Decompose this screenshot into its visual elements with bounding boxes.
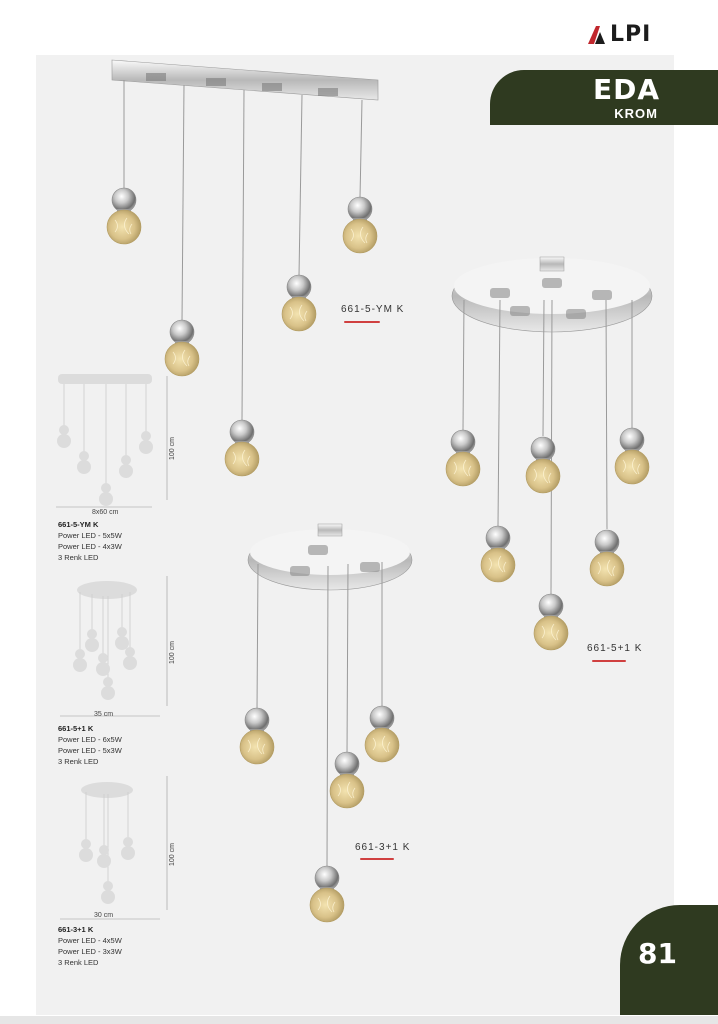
page-number: 81 (638, 937, 677, 970)
spec-line: Power LED - 4x3W (58, 542, 122, 551)
product-661-3-1-k-image (240, 524, 412, 922)
spec-code: 661-5-YM K (58, 520, 99, 529)
dimension-height-label: 100 cm (169, 437, 176, 460)
product-661-5-ym-k-image (107, 60, 378, 476)
spec-block (58, 924, 122, 968)
product-code-underline (344, 321, 380, 323)
dimension-width-label: 35 cm (94, 711, 114, 718)
technical-drawing-1 (56, 374, 167, 507)
spec-line: 3 Renk LED (58, 553, 99, 562)
spec-line: Power LED - 5x5W (58, 531, 122, 540)
dimension-width-label: 30 cm (94, 912, 114, 919)
dimension-width-label: 8x60 cm (92, 509, 119, 516)
series-finish: KROM (614, 106, 658, 121)
product-code-label: 661-3+1 K (355, 842, 411, 853)
dimension-height-label: 100 cm (169, 843, 176, 866)
technical-drawing-2 (60, 576, 167, 716)
spec-code: 661-3+1 K (58, 925, 94, 934)
product-661-5-1-k-image (446, 257, 652, 650)
product-code-label: 661-5+1 K (587, 643, 643, 654)
spec-block (58, 723, 122, 767)
product-code-underline (592, 660, 626, 662)
spec-line: Power LED - 4x5W (58, 936, 122, 945)
product-code-label: 661-5-YM K (341, 304, 405, 315)
product-code-underline (360, 858, 394, 860)
technical-drawing-3 (60, 776, 167, 919)
spec-line: Power LED - 5x3W (58, 746, 122, 755)
spec-line: Power LED - 6x5W (58, 735, 122, 744)
spec-code: 661-5+1 K (58, 724, 94, 733)
logo-text: LPI (610, 22, 652, 47)
spec-line: 3 Renk LED (58, 958, 99, 967)
dimension-height-label: 100 cm (169, 641, 176, 664)
spec-line: 3 Renk LED (58, 757, 99, 766)
spec-block (58, 519, 122, 563)
spec-line: Power LED - 3x3W (58, 947, 122, 956)
series-name: EDA (592, 73, 660, 106)
